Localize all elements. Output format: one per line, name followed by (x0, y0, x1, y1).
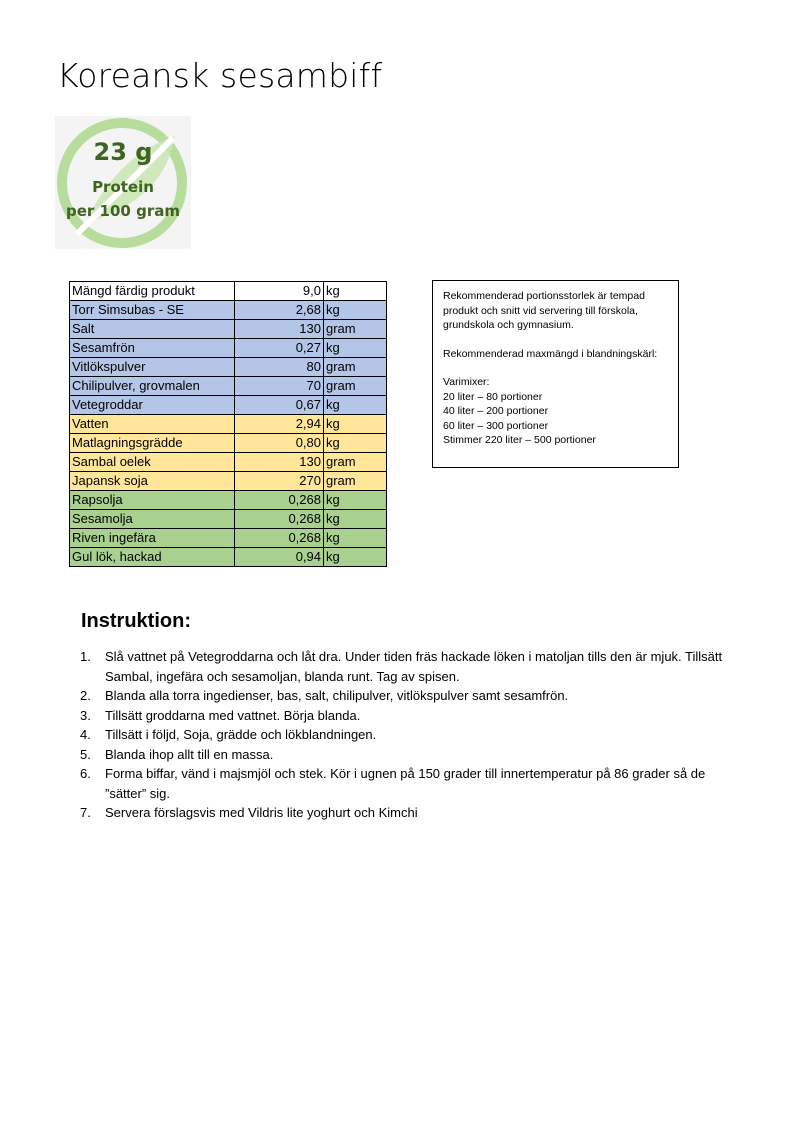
portion-recommendation: Rekommenderad portionsstorlek är tempad produkt och snitt vid servering till förskola, grundskola och gymnasium. (443, 290, 645, 331)
ingredient-row (70, 320, 387, 339)
ingredient-name: Vetegroddar (70, 396, 235, 415)
ingredient-amount: 0,268 (235, 529, 324, 548)
ingredient-row (70, 339, 387, 358)
instruction-step: 7. Servera förslagsvis med Vildris lite yoghurt och Kimchi (80, 805, 418, 820)
portion-note (432, 280, 679, 468)
ingredient-name: Chilipulver, grovmalen (70, 377, 235, 396)
instruction-step: 6. Forma biffar, vänd i majsmjöl och stek. Kör i ugnen på 150 grader till innertemperatur på 86 grader så de ”sätter” sig. (80, 766, 706, 801)
ingredient-amount: 0,268 (235, 510, 324, 529)
ingredient-row (70, 548, 387, 567)
ingredient-unit: kg (324, 434, 387, 453)
instruction-step: 5. Blanda ihop allt till en massa. (80, 746, 274, 762)
ingredient-row (70, 510, 387, 529)
ingredient-row (70, 282, 387, 301)
ingredient-name: Matlagningsgrädde (70, 434, 235, 453)
ingredient-unit: kg (324, 510, 387, 529)
ingredient-amount: 2,94 (235, 415, 324, 434)
ingredient-amount: 130 (235, 453, 324, 472)
ingredient-unit: kg (324, 282, 387, 301)
ingredient-amount: 2,68 (235, 301, 324, 320)
ingredient-unit: kg (324, 548, 387, 567)
mixer-line: 40 liter – 200 portioner (443, 405, 549, 417)
instructions-list (80, 647, 740, 823)
protein-amount: 23 g (93, 138, 153, 166)
ingredient-name: Salt (70, 320, 235, 339)
mixer-line: 20 liter – 80 portioner (443, 390, 543, 403)
ingredient-row (70, 529, 387, 548)
ingredient-row (70, 301, 387, 320)
ingredient-row (70, 434, 387, 453)
max-amount-heading: Rekommenderad maxmängd i blandningskärl: (443, 347, 658, 360)
ingredient-amount: 9,0 (235, 282, 324, 301)
ingredient-row (70, 453, 387, 472)
ingredient-amount: 0,27 (235, 339, 324, 358)
ingredient-name: Sambal oelek (70, 453, 235, 472)
ingredient-row (70, 396, 387, 415)
ingredient-amount: 0,94 (235, 548, 324, 567)
ingredient-name: Japansk soja (70, 472, 235, 491)
ingredient-unit: gram (324, 472, 387, 491)
instructions-heading: Instruktion: (81, 610, 191, 632)
ingredient-unit: gram (324, 377, 387, 396)
ingredient-unit: gram (324, 320, 387, 339)
ingredient-row (70, 358, 387, 377)
ingredient-unit: gram (324, 358, 387, 377)
protein-badge (55, 116, 191, 249)
ingredient-name: Sesamfrön (70, 339, 235, 358)
ingredient-unit: kg (324, 529, 387, 548)
ingredient-unit: gram (324, 453, 387, 472)
ingredient-name: Riven ingefära (70, 529, 235, 548)
ingredient-name: Mängd färdig produkt (70, 282, 235, 301)
mixer-line: 60 liter – 300 portioner (443, 419, 549, 432)
instruction-step: 4. Tillsätt i följd, Soja, grädde och lökblandningen. (80, 727, 377, 742)
ingredient-row (70, 491, 387, 510)
ingredient-amount: 0,67 (235, 396, 324, 415)
instruction-step: 1. Slå vattnet på Vetegroddarna och låt dra. Under tiden fräs hackade löken i matoljan tills den är mjuk. Tillsätt Sambal, ingefära och sesamoljan, blanda runt. Tag av spisen. (80, 649, 723, 684)
ingredient-unit: kg (324, 396, 387, 415)
ingredient-unit: kg (324, 491, 387, 510)
ingredient-name: Gul lök, hackad (70, 548, 235, 567)
ingredient-name: Vatten (70, 415, 235, 434)
ingredient-name: Vitlökspulver (70, 358, 235, 377)
ingredients-table (69, 281, 387, 567)
ingredient-unit: kg (324, 301, 387, 320)
instruction-step: 3. Tillsätt groddarna med vattnet. Börja blanda. (80, 707, 361, 723)
ingredient-amount: 0,268 (235, 491, 324, 510)
ingredient-row (70, 472, 387, 491)
ingredient-name: Sesamolja (70, 510, 235, 529)
ingredient-unit: kg (324, 415, 387, 434)
mixer-line: Stimmer 220 liter – 500 portioner (443, 434, 596, 446)
protein-per-label: per 100 gram (66, 202, 180, 220)
ingredient-amount: 0,80 (235, 434, 324, 453)
mixer-heading: Varimixer: (443, 376, 490, 388)
ingredient-row (70, 415, 387, 434)
ingredient-name: Torr Simsubas - SE (70, 301, 235, 320)
protein-label: Protein (92, 178, 154, 196)
ingredient-amount: 80 (235, 358, 324, 377)
ingredient-row (70, 377, 387, 396)
page-title: Koreansk sesambiff (57, 56, 383, 95)
ingredient-amount: 70 (235, 377, 324, 396)
ingredient-amount: 270 (235, 472, 324, 491)
ingredient-amount: 130 (235, 320, 324, 339)
ingredient-unit: kg (324, 339, 387, 358)
instruction-step: 2. Blanda alla torra ingedienser, bas, salt, chilipulver, vitlökspulver samt sesamfrön. (80, 688, 569, 703)
ingredient-name: Rapsolja (70, 491, 235, 510)
